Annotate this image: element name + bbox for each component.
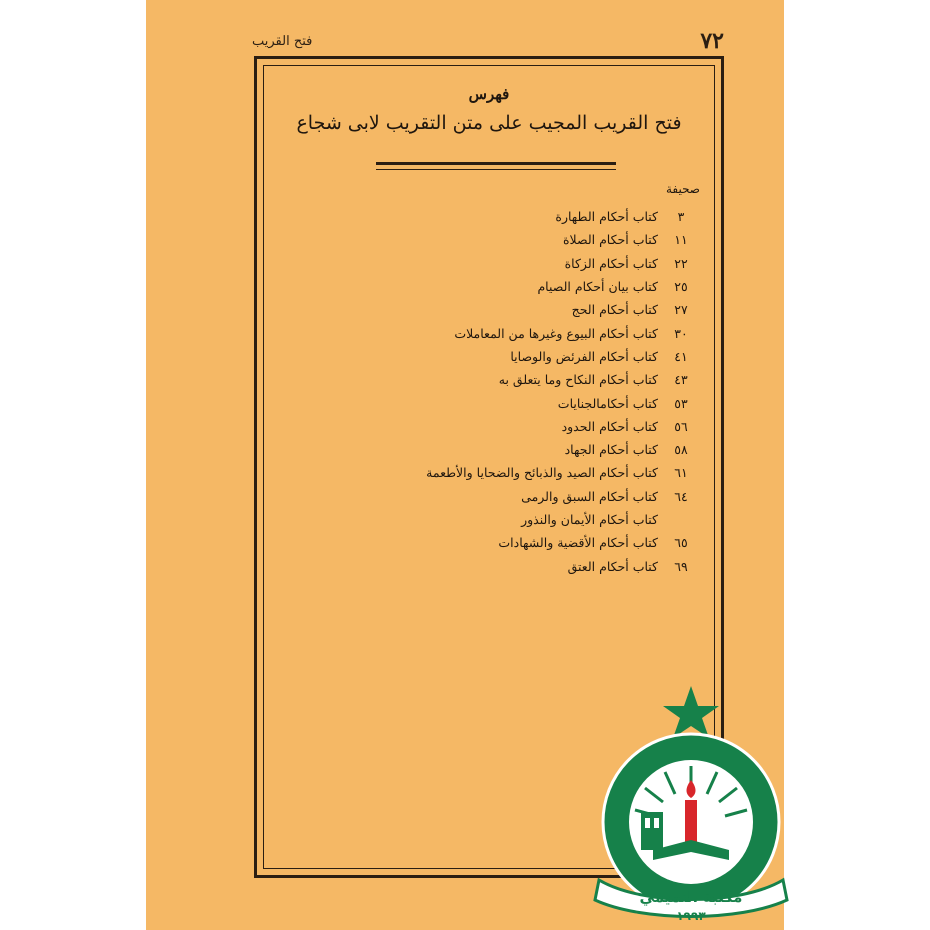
toc-entry <box>404 205 704 228</box>
toc-entry <box>404 228 704 251</box>
toc-entry <box>404 275 704 298</box>
toc-entry <box>404 368 704 391</box>
toc-chapter: كتاب أحكام الجهاد <box>564 442 658 458</box>
table-of-contents <box>404 205 704 578</box>
toc-chapter: كتاب أحكام الطهارة <box>555 209 658 225</box>
toc-entry <box>404 438 704 461</box>
toc-chapter: كتاب أحكام الصلاة <box>562 232 658 248</box>
running-head <box>146 28 784 56</box>
toc-entry <box>404 321 704 344</box>
star-icon <box>663 686 719 738</box>
page-number: ٧٢ <box>700 28 724 54</box>
toc-page: ٥٦ <box>674 418 688 434</box>
toc-entry <box>404 391 704 414</box>
toc-entry <box>404 415 704 438</box>
toc-page: ٦٥ <box>674 535 688 551</box>
toc-entry <box>404 554 704 577</box>
book-title: فتح القريب المجيب على متن التقريب لابى شجاع <box>296 112 682 134</box>
toc-chapter: كتاب أحكام البيوع وغيرها من المعاملات <box>454 325 658 341</box>
toc-chapter: كتاب أحكام الأقضية والشهادات <box>498 535 658 551</box>
toc-page: ٦٩ <box>674 558 688 574</box>
toc-chapter: كتاب أحكام الأيمان والنذور <box>521 512 658 527</box>
toc-entry <box>404 508 704 531</box>
toc-page: ٦٤ <box>674 488 688 504</box>
toc-chapter: كتاب أحكام الزكاة <box>564 255 658 271</box>
toc-chapter: كتاب أحكام الفرئض والوصايا <box>510 348 658 364</box>
toc-page: ٥٨ <box>674 442 688 458</box>
toc-page: ٥٣ <box>674 395 688 411</box>
index-heading: فهرس <box>468 85 510 103</box>
emblem-year: ١٩٩٣ <box>676 909 706 923</box>
toc-page: ٣٠ <box>674 325 688 341</box>
toc-chapter: كتاب أحكام السبق والرمى <box>521 488 658 504</box>
page-column-header: صحيفة <box>665 182 700 196</box>
emblem-name: مكتبة التميمي <box>639 888 743 906</box>
library-emblem-logo <box>593 684 789 924</box>
toc-entry <box>404 345 704 368</box>
toc-page: ٤١ <box>674 348 688 364</box>
toc-entry <box>404 461 704 484</box>
toc-entry <box>404 252 704 275</box>
toc-entry <box>404 485 704 508</box>
toc-chapter: كتاب أحكام النكاح وما يتعلق به <box>498 372 658 388</box>
toc-chapter: كتاب بيان أحكام الصيام <box>537 279 658 295</box>
toc-chapter: كتاب أحكام الصيد والذبائح والضحايا والأطعمة <box>426 465 658 481</box>
toc-page: ١١ <box>674 232 688 248</box>
toc-page: ٤٣ <box>674 372 688 388</box>
toc-page: ٦١ <box>674 465 688 481</box>
toc-page: ٢٥ <box>674 279 688 295</box>
candle <box>685 800 697 844</box>
toc-chapter: كتاب أحكام الحج <box>571 302 658 318</box>
title-divider <box>376 162 616 170</box>
toc-page: ٣ <box>677 209 685 225</box>
toc-chapter: كتاب أحكام الحدود <box>561 418 658 434</box>
toc-page: ٢٧ <box>674 302 688 318</box>
toc-chapter: كتاب أحكام العتق <box>567 558 658 574</box>
toc-entry <box>404 298 704 321</box>
building-icon <box>641 812 663 850</box>
running-head-title: فتح القريب <box>252 34 313 49</box>
toc-page: ٢٢ <box>674 255 688 271</box>
toc-entry <box>404 531 704 554</box>
toc-chapter: كتاب أحكامالجنايات <box>557 395 658 411</box>
